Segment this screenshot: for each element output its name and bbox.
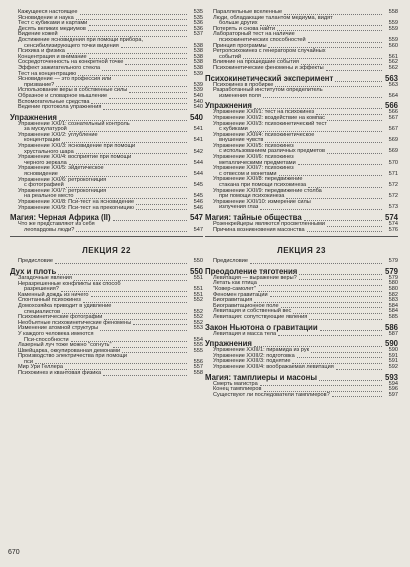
toc-entry-page: 560 <box>388 42 398 49</box>
toc-entry-title: Эффект зажигательного стекла <box>18 64 101 71</box>
toc-entry-title: Существуют ли последователи тамплиеров? <box>213 391 330 398</box>
toc-entry <box>10 206 203 212</box>
toc-entry-title: Ведение протокола упражнения <box>18 104 102 111</box>
dot-leader <box>80 14 187 15</box>
toc-entry-page: 544 <box>193 171 203 178</box>
toc-entry-page: 552 <box>193 297 203 304</box>
toc-entry-title: с кубиками <box>219 126 248 133</box>
toc-entry-title: Параллельные вселенные <box>213 9 283 15</box>
toc-entry-title: Упражнение XXII/2: воздействие на компас <box>213 114 325 121</box>
toc-entry-page: 583 <box>388 297 398 304</box>
toc-entry-page: 572 <box>388 182 398 189</box>
toc-entry-page: 553 <box>193 325 203 332</box>
toc-entry-title: Изменение атомной структуры <box>18 325 99 332</box>
toc-entry-title: Необъятные психокинетические феномены <box>18 319 132 326</box>
toc-entry-title: Упражнение XXI/2: углубление <box>18 131 98 138</box>
dot-leader <box>327 153 382 154</box>
toc-entry <box>205 94 398 100</box>
toc-entry-title: Мир Ури Геллера <box>18 364 63 371</box>
toc-entry-page: 559 <box>388 20 398 27</box>
dot-leader <box>113 347 187 348</box>
toc-entry <box>205 259 398 265</box>
toc-entry-title: Психика и физика <box>18 48 65 55</box>
toc-entry-page: 555 <box>193 342 203 349</box>
toc-entry-title: Упражнение XXII/1: тест на психокинез <box>213 109 315 116</box>
toc-entry-title: специалистов <box>24 308 61 315</box>
toc-entry-title: "Ковер-самолет" <box>213 285 256 292</box>
toc-entry-title: Что же представляют из себя <box>18 221 95 228</box>
dot-leader <box>327 226 382 227</box>
toc-entry-title: Упражнение XXII/3: психокинетический тест <box>213 120 327 127</box>
dot-leader <box>307 231 382 232</box>
toc-entry-page: 576 <box>388 226 398 233</box>
toc-entry <box>205 365 398 371</box>
toc-entry-title: Упражнения <box>205 339 252 349</box>
dot-leader <box>91 103 187 104</box>
toc-entry-page: 551 <box>193 286 203 293</box>
dot-leader <box>258 291 382 292</box>
dot-leader <box>335 81 382 82</box>
toc-entry-page: 558 <box>388 9 398 15</box>
lecture-heading: ЛЕКЦИЯ 22 <box>82 246 131 256</box>
toc-entry-title: Тест на концентрацию <box>18 70 77 77</box>
toc-entry-page: 537 <box>193 31 203 38</box>
toc-entry-title: Упражнение XXII/8: передвижение <box>213 176 303 183</box>
toc-entry-page: 535 <box>193 9 203 15</box>
dot-leader <box>136 204 187 205</box>
toc-entry-page: 569 <box>388 148 398 155</box>
toc-entry-title: излучения глаз <box>219 204 259 211</box>
dot-leader <box>260 385 382 386</box>
toc-entry-title: Упражнение XXI/4: восприятие при помощи <box>18 154 132 161</box>
toc-entry-title: Упражнение XXI/3: ясновидение при помощи <box>18 143 136 150</box>
dot-leader <box>297 357 382 358</box>
toc-entry-page: 552 <box>193 319 203 326</box>
toc-entry-page: 580 <box>388 280 398 287</box>
toc-entry-title: Использование веры в собственные силы <box>18 87 128 94</box>
dot-leader <box>103 109 187 110</box>
toc-entry-page: 596 <box>388 386 398 393</box>
section-rule <box>10 236 203 237</box>
toc-entry-title: Загадочные явления <box>18 274 72 281</box>
dot-leader <box>332 396 382 397</box>
toc-entry-title: металлическими предметами <box>219 159 296 166</box>
toc-entry-title: Швейцарка, оккупированная демонами <box>18 347 121 354</box>
dot-leader <box>281 307 382 308</box>
toc-entry-page: 574 <box>384 213 398 222</box>
dot-leader <box>58 274 187 275</box>
toc-entry-title: Предисловие <box>18 258 53 265</box>
toc-entry-title: стакана при помощи психокинеза <box>219 182 307 189</box>
toc-entry-page: 572 <box>388 193 398 200</box>
toc-entry-title: Летать как птица <box>213 280 257 287</box>
toc-entry-title: Психокинетические феномены и эффекты <box>213 64 324 71</box>
dot-leader <box>299 279 382 280</box>
dot-leader <box>122 352 187 353</box>
toc-entry-title: Концентрация и внимание <box>18 53 87 60</box>
dot-leader <box>55 263 187 264</box>
toc-entry-title: событий <box>219 53 242 60</box>
toc-entry-title: Спонтанный психокинез <box>18 297 81 304</box>
toc-entry-page: 584 <box>388 302 398 309</box>
toc-entry-page: 590 <box>388 347 398 354</box>
toc-entry-page: 554 <box>193 336 203 343</box>
toc-entry-page: 547 <box>193 226 203 233</box>
toc-entry-page: 551 <box>193 274 203 281</box>
toc-entry-title: Упражнение XXI/9: Пси-тест на прекогницию <box>18 204 134 211</box>
toc-entry-title: Упражнение XXI/5: эйдетическое <box>18 165 104 172</box>
toc-entry-page: 540 <box>193 92 203 99</box>
toc-entry-title: Преодоление тяготения <box>205 266 298 276</box>
toc-entry-page: 541 <box>193 137 203 144</box>
toc-entry-page: 545 <box>193 182 203 189</box>
toc-entry-title: Кажущееся настоящее <box>18 9 78 15</box>
toc-entry-title: Закон Ньютона о гравитации <box>205 322 318 332</box>
dot-leader <box>259 285 382 286</box>
toc-entry-title: Влияние на прошедшие события <box>213 59 299 66</box>
dot-leader <box>311 352 382 353</box>
dot-leader <box>319 380 382 381</box>
toc-entry-page: 564 <box>388 92 398 99</box>
toc-entry-title: при помощи психокинеза <box>219 193 285 200</box>
toc-entry-page: 571 <box>388 170 398 177</box>
toc-entry-title: Предисловие <box>213 258 248 265</box>
toc-entry-page: 587 <box>388 330 398 337</box>
toc-entry <box>205 332 398 338</box>
dot-leader <box>91 296 187 297</box>
toc-entry-title: Упражнение XXII/4: психокинетическое <box>213 131 315 138</box>
toc-entry-title: Упражнения <box>10 112 57 122</box>
toc-entry-title: Упражнение XXI/1: сознательный контроль <box>18 120 130 127</box>
toc-entry-page: 556 <box>193 358 203 365</box>
toc-entry-title: Ясновидение — это профессия или <box>18 76 112 83</box>
toc-entry-page: 574 <box>388 221 398 227</box>
toc-entry-title: Упражнение XXII/6: психокинез <box>213 154 294 161</box>
toc-entry-page: 562 <box>388 64 398 71</box>
toc-entry <box>10 105 203 111</box>
toc-entry-title: Неразрешенные конфликты как способ <box>18 280 121 287</box>
dot-leader <box>326 70 382 71</box>
toc-entry-title: за мускулатурой <box>24 126 67 133</box>
toc-entry-title: Биогравитационное поле <box>213 302 279 309</box>
toc-entry-title: Разработанный институтом определитель <box>213 87 323 94</box>
section-rule <box>205 236 398 237</box>
toc-entry-title: Сосредоточенность на конкретной точке <box>18 59 124 66</box>
toc-entry-page: 541 <box>193 126 203 133</box>
toc-entry-page: 557 <box>193 364 203 371</box>
toc-entry-page: 573 <box>388 204 398 211</box>
dot-leader <box>327 120 382 121</box>
toc-entry-title: психокинетических способностей <box>219 36 306 43</box>
toc-entry-page: 536 <box>193 20 203 27</box>
toc-entry-page: 552 <box>193 314 203 321</box>
toc-entry-title: Биогравитация <box>213 297 253 304</box>
lecture-heading: ЛЕКЦИЯ 23 <box>277 246 326 256</box>
toc-entry-page: 585 <box>388 313 398 320</box>
toc-entry-title: Принцип программы <box>213 42 267 49</box>
toc-entry <box>205 315 398 321</box>
toc-entry-title: пси <box>24 358 33 365</box>
toc-entry-page: 559 <box>388 25 398 32</box>
toc-entry-page: 538 <box>193 48 203 55</box>
toc-entry-page: 536 <box>193 25 203 32</box>
toc-entry-page: 552 <box>193 308 203 315</box>
toc-entry-title: Вспомогательные средства <box>18 98 90 105</box>
toc-entry-page: 558 <box>193 370 203 377</box>
toc-entry-page: 538 <box>193 42 203 49</box>
toc-entry <box>10 228 203 234</box>
toc-entry-title: Десять великих медиумов <box>18 25 86 32</box>
toc-entry-title: Психокинетический эксперимент <box>205 73 334 83</box>
dot-leader <box>89 25 187 26</box>
toc-entry-page: 582 <box>388 291 398 298</box>
toc-entry-title: Домохозяйка приводит в удивление <box>18 302 112 309</box>
toc-entry-page: 591 <box>388 358 398 365</box>
toc-entry-page: 579 <box>388 258 398 265</box>
toc-entry-page: 539 <box>193 81 203 88</box>
toc-entry-page: 597 <box>388 391 398 398</box>
toc-entry-page: 551 <box>193 291 203 298</box>
toc-entry-page: 593 <box>384 372 398 382</box>
toc-entry-title: Магия: тамплиеры и масоны <box>205 372 318 382</box>
dot-leader <box>263 97 382 98</box>
toc-entry-title: Достижение ясновидения при помощи прибора, <box>18 36 144 43</box>
toc-entry-title: Упражнение XXII/10: измерение силы <box>213 198 311 205</box>
toc-entry <box>205 205 398 211</box>
toc-entry-page: 591 <box>388 352 398 359</box>
toc-entry-title: ясновидение <box>24 171 58 178</box>
dot-leader <box>88 30 187 31</box>
toc-entry-page: 563 <box>384 73 398 83</box>
dot-leader <box>250 263 382 264</box>
toc-entry-title: с использованием различных предметов <box>219 148 325 155</box>
toc-entry-title: Магия: тайные общества <box>205 213 302 222</box>
dot-leader <box>109 98 187 99</box>
toc-entry-title: Потерять и снова найти <box>213 25 275 32</box>
dot-leader <box>320 330 382 331</box>
dot-leader <box>129 92 187 93</box>
toc-entry-page: 538 <box>193 64 203 71</box>
toc-entry-title: Феномен гравитации <box>213 291 268 298</box>
dot-leader <box>336 369 382 370</box>
toc-entry-title: Упражнение XXI/6: ретрокогниция <box>18 176 107 183</box>
dot-leader <box>103 375 187 376</box>
toc-entry-page: 567 <box>388 126 398 133</box>
dot-leader <box>113 220 187 221</box>
dot-leader <box>260 25 382 26</box>
toc-entry-page: 555 <box>193 347 203 354</box>
toc-entry-page: 550 <box>189 266 203 276</box>
toc-entry-title: леопардовы люди? <box>24 226 75 233</box>
toc-entry-page: 570 <box>388 159 398 166</box>
toc-entry-page: 561 <box>388 53 398 60</box>
toc-entry-page: 540 <box>193 104 203 111</box>
toc-entry-title: Упражнение XXIII/3: поднятие <box>213 358 291 365</box>
toc-entry-page: 559 <box>388 36 398 43</box>
toc-entry-page: 535 <box>193 14 203 21</box>
toc-entry-page: 538 <box>193 53 203 60</box>
dot-leader <box>121 47 187 48</box>
toc-entry-page: 563 <box>388 81 398 88</box>
toc-entry <box>10 259 203 265</box>
toc-entry-page: 580 <box>388 285 398 292</box>
toc-entry-title: Левитация и масса тела <box>213 330 277 337</box>
toc-entry-title: Пси-способности <box>24 336 69 343</box>
toc-entry-title: Дух и плоть <box>10 266 57 276</box>
toc-entry-title: больше других <box>219 20 258 27</box>
toc-entry-title: У каждого человека имеются <box>18 330 94 337</box>
toc-entry-title: Упражнение XXIII/4: воображаемая левитация <box>213 363 334 370</box>
toc-entry-title: Каменный дождь из ничего <box>18 291 89 298</box>
toc-entry-page: 540 <box>193 98 203 105</box>
toc-entry-title: Психокинез и квантовая физика <box>18 370 102 377</box>
toc-entry-page: 586 <box>384 322 398 332</box>
dot-leader <box>309 319 382 320</box>
toc-entry-title: Лабораторный тест на наличие <box>213 31 295 38</box>
toc-entry-title: Упражнение XXII/5: психокинез <box>213 142 294 149</box>
dot-leader <box>308 42 382 43</box>
toc-entry-page: 562 <box>388 59 398 66</box>
toc-left-column <box>10 10 203 377</box>
toc-entry-title: Розенкрейцеры являются просветленными <box>213 221 325 227</box>
dot-leader <box>316 114 382 115</box>
toc-entry-title: Психокинетические фотографии <box>18 314 103 321</box>
dot-leader <box>102 70 187 71</box>
toc-entry-title: Лазерный луч тоже можно "согнуть" <box>18 342 112 349</box>
toc-entry-title: Упражнение XXIII/1: пирамида из рук <box>213 347 310 354</box>
toc-entry-page: 546 <box>193 199 203 205</box>
toc-entry-page: 546 <box>193 204 203 211</box>
toc-entry-title: Смерть магистра <box>213 380 258 387</box>
toc-entry-title: Магия: Черная Африка (II) <box>10 213 111 223</box>
toc-entry-title: разрешения? <box>24 286 59 293</box>
toc-entry-page: 539 <box>193 70 203 77</box>
toc-entry-page: 547 <box>189 213 203 223</box>
toc-entry-title: с отвесом и монетами <box>219 170 277 177</box>
toc-entry-page: 544 <box>193 159 203 166</box>
toc-entry-title: сенсибилизирующего точки видения <box>24 42 119 49</box>
dot-leader <box>76 231 187 232</box>
toc-entry <box>205 393 398 399</box>
toc-entry <box>205 66 398 72</box>
toc-right-column <box>205 10 398 398</box>
dot-leader <box>299 274 382 275</box>
toc-entry-title: Левитация — выражение веры? <box>213 274 297 281</box>
toc-entry-page: 540 <box>189 112 203 122</box>
toc-entry-title: Производство электричества при помощи <box>18 353 128 360</box>
toc-entry-title: на реальное место <box>24 193 74 200</box>
toc-entry-title: Причина возникновения масонства <box>213 226 305 233</box>
toc-entry-title: с фотографией <box>24 182 64 189</box>
dot-leader <box>133 324 187 325</box>
toc-entry-title: Ясновидение и наука <box>18 14 74 21</box>
dot-leader <box>100 330 187 331</box>
toc-entry <box>10 371 203 377</box>
toc-entry-page: 579 <box>388 274 398 281</box>
toc-entry-title: Видение кожей <box>18 31 58 38</box>
toc-entry-title: хрустального шара <box>24 148 74 155</box>
toc-entry-page: 542 <box>193 148 203 155</box>
toc-entry-page: 592 <box>388 363 398 370</box>
toc-entry-title: Упражнение XXII/9: передвижение столба <box>213 187 322 194</box>
toc-entry-title: Упражнения <box>205 101 252 111</box>
dot-leader <box>298 164 382 165</box>
dot-leader <box>260 209 382 210</box>
dot-leader <box>278 335 382 336</box>
dot-leader <box>270 296 382 297</box>
toc-entry-page: 566 <box>388 109 398 116</box>
toc-entry-title: Психокинез в пробирке <box>213 81 274 88</box>
toc-entry-page: 579 <box>384 266 398 276</box>
toc-entry-page: 538 <box>193 59 203 66</box>
toc-entry-title: изменения поля <box>219 92 261 99</box>
toc-entry-title: Люди, обладающие талантом медиума, видят <box>213 14 333 21</box>
toc-entry-title: Упражнение XXII/7: психокинез <box>213 165 294 172</box>
toc-entry-page: 567 <box>388 114 398 121</box>
toc-entry-title: призвание? <box>24 81 55 88</box>
toc-entry-title: Образное и словарное мышление <box>18 92 108 99</box>
dot-leader <box>136 209 187 210</box>
toc-entry-page: 584 <box>388 308 398 315</box>
toc-entry <box>205 228 398 234</box>
toc-entry-title: концентрации <box>24 137 61 144</box>
toc-entry-page: 590 <box>384 339 398 349</box>
toc-entry-title: Тест с кубиками и картами <box>18 20 88 27</box>
toc-entry-page: 566 <box>384 101 398 111</box>
toc-entry-title: черного зеркала <box>24 159 67 166</box>
toc-entry-title: Упражнение XXI/8: Пси-тест на ясновидение <box>18 199 135 205</box>
toc-entry-title: внушение чувств <box>219 137 264 144</box>
toc-entry-title: Ретропсихокинез с генератором случайных <box>213 48 326 55</box>
toc-entry-title: Левитация: сопутствующие явления <box>213 313 308 320</box>
dot-leader <box>76 19 187 20</box>
toc-entry-title: Упражнение XXIII/2: подготовка <box>213 352 295 359</box>
dot-leader <box>125 64 187 65</box>
toc-entry-title: Упражнение XXI/7: ретрокогниция <box>18 187 107 194</box>
toc-entry-page: 594 <box>388 380 398 387</box>
toc-entry-title: Левитация и собственный вес <box>213 308 292 315</box>
toc-entry-page: 550 <box>193 258 203 265</box>
toc-entry-page: 569 <box>388 137 398 144</box>
toc-entry-page: 539 <box>193 87 203 94</box>
toc-entry-title: Конец тамплиеров <box>213 386 262 393</box>
toc-entry-page: 545 <box>193 193 203 200</box>
page-number: 670 <box>8 549 20 556</box>
